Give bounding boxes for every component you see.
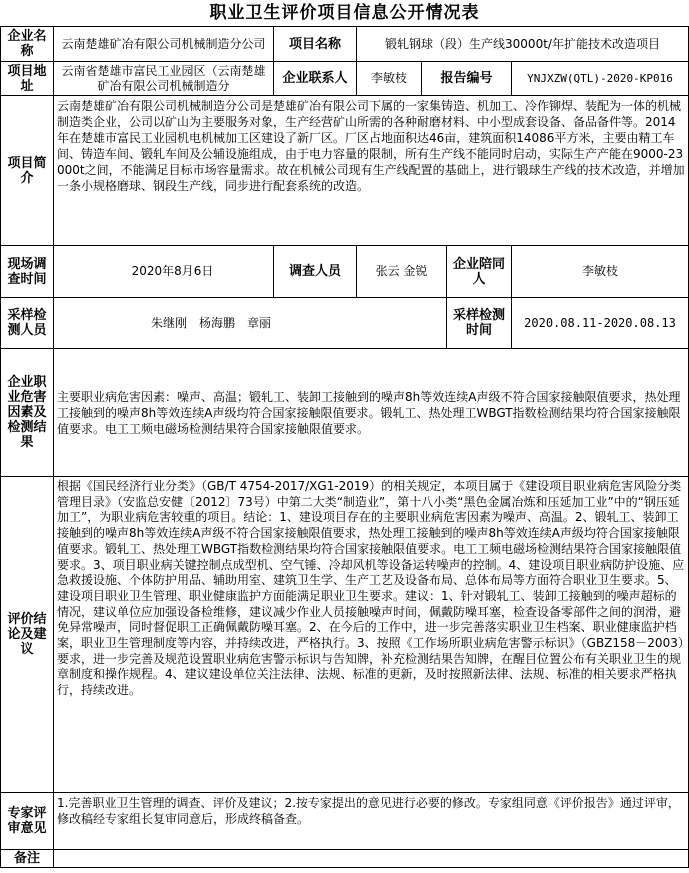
sampling-staff-value: 朱继刚 杨海鹏 章丽 — [54, 298, 447, 349]
conclusion-text: 根据《国民经济行业分类》（GB/T 4754-2017/XG1-2019）的相关规定，本项目属于《建设项目职业病危害风险分类管理目录》（安监总安健〔2012〕73号）中第二大类“制造业”，第十八小类“黑色金属冶炼和压延加工业”中的“钢压延加工”，为职业病危害较重的项目。结论：1、建设项目存在的主要职业病危害因素为噪声、高温。2、锻轧工、装卸工接触到的噪声8h等效连续A声级不符合国家接触限值要求，热处理工接触到的噪声8h等效连续A声级均符合国家接触限值要求。锻轧工、热处理工WBGT指数检测结果均符合国家接触限值要求。电工工频电磁场检测结果符合国家接触限值要求。3、项目职业病关键控制点成型机、空气锤、冷却风机等设备运转噪声的控制。4、建设项目职业病防护设施、应急救援设施、个体防护用品、辅助用室、建筑卫生学、生产工艺及设备布局、总体布局等方面符合职业卫生要求。5、建设项目职业卫生管理、职业健康监护方面能满足职业卫生要求。建议：1、针对锻轧工、装卸工接触到的噪声超标的情况，建议单位应加强设备检维修，建议减少作业人员接触噪声时间，佩戴防噪耳塞，检查设备零部件之间的润滑，避免异常噪声，同时督促职工正确佩戴防噪耳塞。2、在今后的工作中，进一步完善落实职业卫生档案、职业健康监护档案，职业卫生管理制度等内容，并持续改进，严格执行。3、按照《工作场所职业病危害警示标识》（GBZ158－2003）要求，进一步完善及规范设置职业病危害警示标识与告知牌，补充检测结果告知牌，在醒目位置公布有关职业卫生的规章制度和操作规程。4、建议建设单位关注法律、法规、标准的更新，及时按照新法律、法规、标准的相关要求严格执行，持续改进。 — [54, 477, 689, 793]
accompany-label: 企业陪同人 — [447, 246, 512, 298]
row-survey — [1, 246, 689, 298]
row-expert — [1, 793, 689, 850]
investigators-label: 调查人员 — [274, 246, 357, 298]
row-address — [1, 62, 689, 96]
sampling-staff-label: 采样检测人员 — [1, 298, 54, 349]
project-intro-text: 云南楚雄矿冶有限公司机械制造分公司是楚雄矿冶有限公司下属的一家集铸造、机加工、冷作铆焊、装配为一体的机械制造类企业，公司以矿山为主要服务对象，生产经营矿山所需的各种耐磨材料、中小型成套设备、备品备件等。2014年在楚雄市富民工业园机电机械加工区建设了新厂区。厂区占地面积达46亩，建筑面积14086平方米，主要由精工车间、铸造车间、锻轧车间及公辅设施组成，由于电力容量的限制，所有生产线不能同时启动，实际生产产能在9000-23000t之间，不能满足目标市场容量需求。故在机械公司现有生产线配置的基础上，进行锻球生产线的技术改造，并增加一条小规格磨球、钢段生产线，同步进行配套系统的改造。 — [54, 96, 689, 246]
survey-time-label: 现场调查时间 — [1, 246, 54, 298]
investigators-value: 张云 金锐 — [357, 246, 447, 298]
conclusion-label: 评价结论及建议 — [1, 477, 54, 793]
expert-label: 专家评审意见 — [1, 793, 54, 850]
report-no-value: YNJXZW(QTL)-2020-KP016 — [512, 62, 689, 96]
project-address-label: 项目地址 — [1, 62, 54, 96]
row-intro — [1, 96, 689, 246]
row-conclusion — [1, 477, 689, 793]
company-name-value: 云南楚雄矿冶有限公司机械制造分公司 — [54, 27, 274, 62]
row-sampling — [1, 298, 689, 349]
accompany-value: 李敏枝 — [512, 246, 689, 298]
project-address-value: 云南省楚雄市富民工业园区（云南楚雄矿冶有限公司机械制造分 — [54, 62, 274, 96]
info-table — [0, 26, 689, 868]
report-no-label: 报告编号 — [422, 62, 512, 96]
sampling-time-value: 2020.08.11-2020.08.13 — [512, 298, 689, 349]
row-hazards — [1, 349, 689, 477]
hazards-text: 主要职业病危害因素：噪声、高温；锻轧工、装卸工接触到的噪声8h等效连续A声级不符合国家接触限值要求，热处理工接触到的噪声8h等效连续A声级均符合国家接触限值要求。锻轧工、热处理工WBGT指数检测结果均符合国家接触限值要求。电工工频电磁场检测结果符合国家接触限值要求。 — [54, 349, 689, 477]
hazards-label: 企业职业危害因素及检测结果 — [1, 349, 54, 477]
company-name-label: 企业名称 — [1, 27, 54, 62]
page-title: 职业卫生评价项目信息公开情况表 — [209, 3, 480, 23]
contact-value: 李敏枝 — [357, 62, 422, 96]
remark-label: 备注 — [1, 850, 54, 868]
project-name-label: 项目名称 — [274, 27, 357, 62]
remark-value — [54, 850, 689, 868]
expert-text: 1.完善职业卫生管理的调查、评价及建议；2.按专家提出的意见进行必要的修改。专家组同意《评价报告》通过评审，修改稿经专家组长复审同意后，形成终稿备查。 — [54, 793, 689, 850]
project-name-value: 锻轧钢球（段）生产线30000t/年扩能技术改造项目 — [357, 27, 689, 62]
project-intro-label: 项目简介 — [1, 96, 54, 246]
contact-label: 企业联系人 — [274, 62, 357, 96]
sampling-time-label: 采样检测时间 — [447, 298, 512, 349]
survey-time-value: 2020年8月6日 — [54, 246, 274, 298]
row-remark — [1, 850, 689, 868]
row-company — [1, 27, 689, 62]
